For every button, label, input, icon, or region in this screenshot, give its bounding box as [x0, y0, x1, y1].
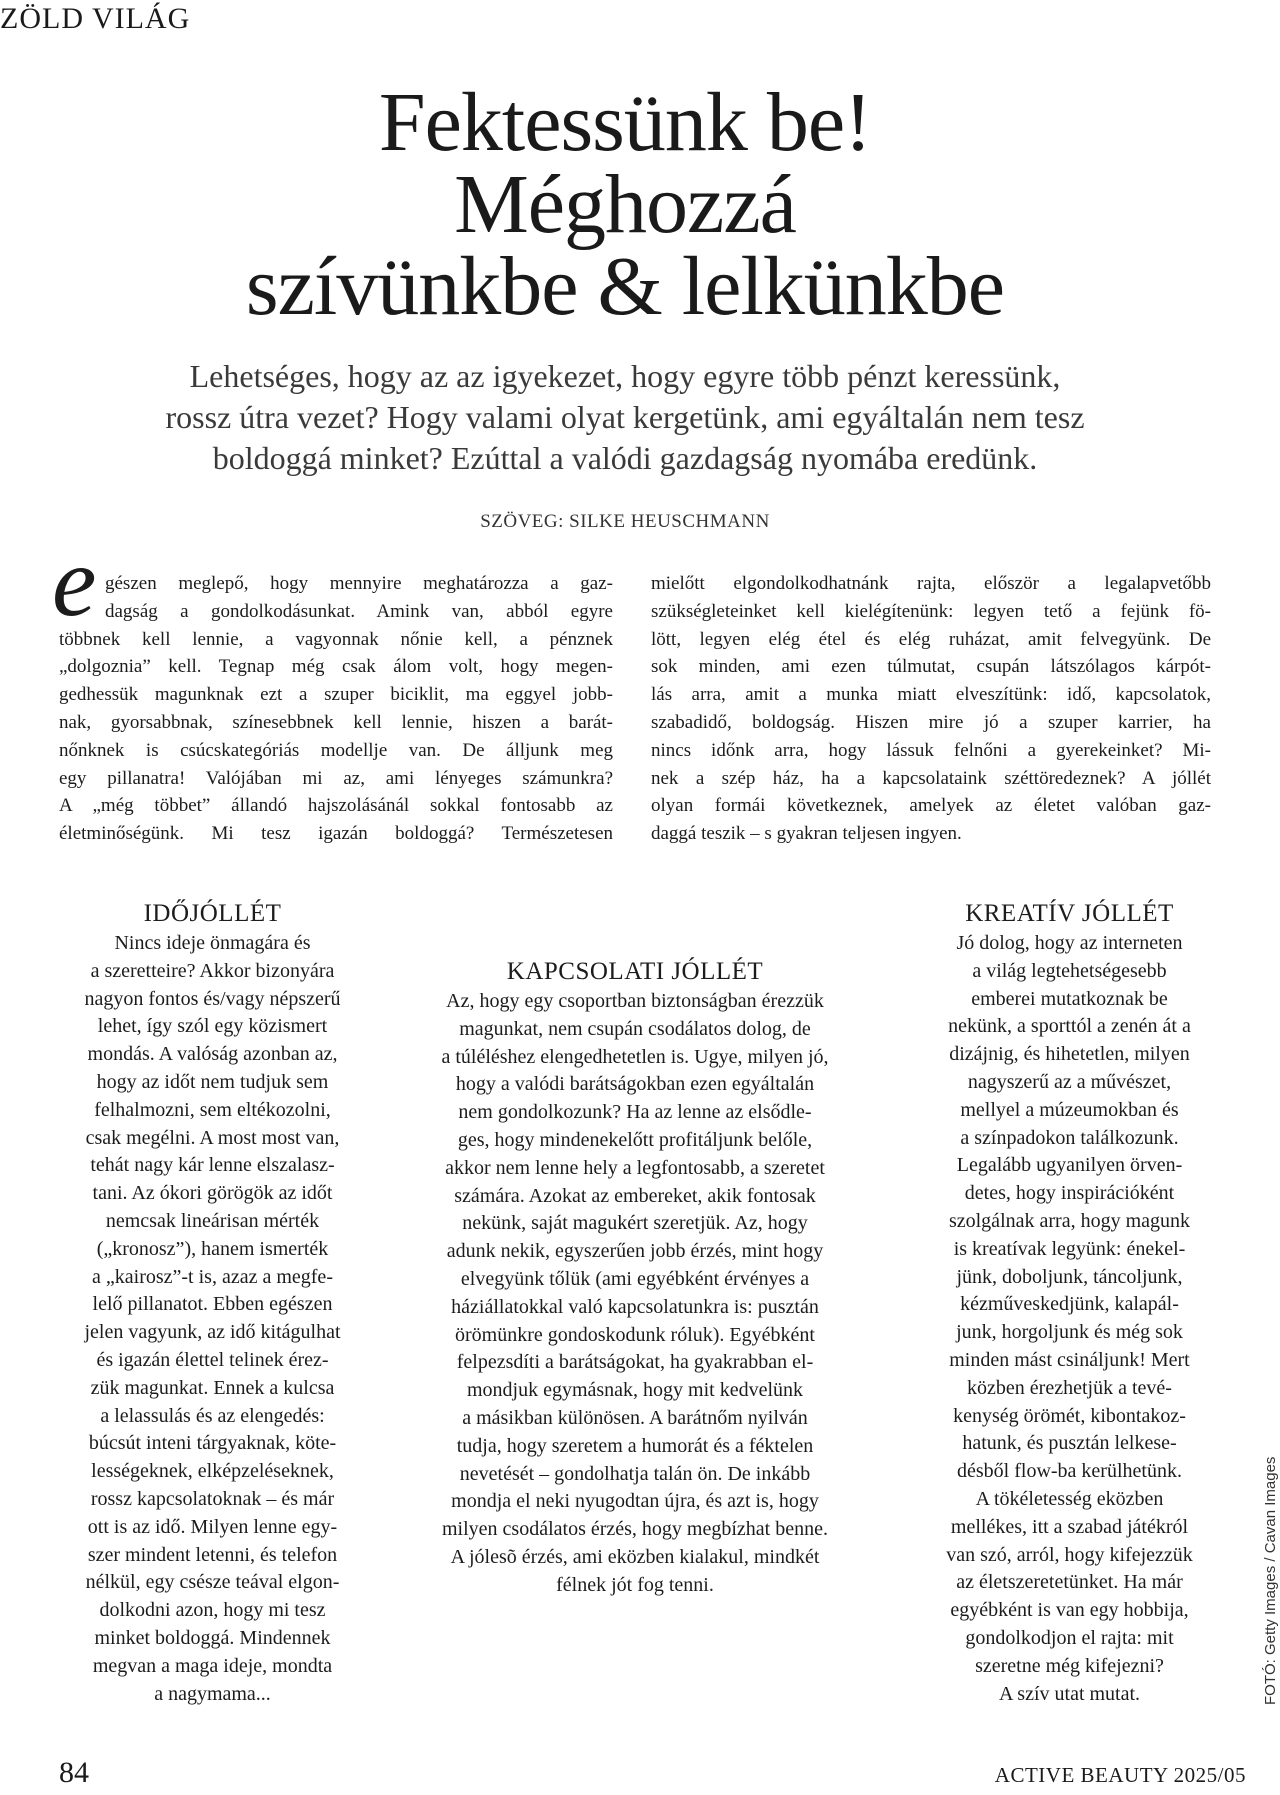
column-line: Legalább ugyanilyen örven-: [956, 1154, 1183, 1177]
intro-line: olyan formái következnek, amelyek az életet valóban gaz-: [651, 795, 1211, 817]
column-line: egyébként is van egy hobbija,: [950, 1599, 1189, 1622]
column-line: van szó, arról, hogy kifejezzük: [946, 1543, 1193, 1566]
column-line: csak megélni. A most most van,: [85, 1126, 340, 1149]
intro-line: daggá teszik – s gyakran teljesen ingyen.: [651, 823, 962, 845]
column-line: jelen vagyunk, az idő kitágulhat: [84, 1321, 341, 1344]
column-line: felpezsdíti a barátságokat, ha gyakrabban el-: [456, 1351, 814, 1374]
column-line: Nincs ideje önmagára és: [114, 932, 311, 954]
column-line: Jó dolog, hogy az interneten: [956, 932, 1183, 954]
column-line: tehát nagy kár lenne elszalasz-: [90, 1154, 335, 1177]
column-line: mondás. A valóság azonban az,: [87, 1043, 338, 1066]
article-title: [0, 76, 1250, 333]
column-line: mellyel a múzeumokban és: [960, 1098, 1179, 1121]
lead-line: Lehetséges, hogy az az igyekezet, hogy egyre több pénzt keressünk,: [189, 358, 1061, 394]
magazine-issue: ACTIVE BEAUTY 2025/05: [994, 1763, 1246, 1787]
title-line: Fektessünk be!: [378, 76, 872, 169]
column-line: a lelassulás és az elengedés:: [100, 1404, 325, 1427]
column-line: a túléléshez elengedhetetlen is. Ugye, milyen jó,: [441, 1045, 829, 1068]
page-number: 84: [59, 1756, 89, 1789]
intro-line: nőnknek is csúcskategóriás modellje van. De álljunk meg: [59, 739, 613, 761]
intro-line: sok minden, ami ezen túlmutat, csupán látszólagos kárpót-: [651, 656, 1211, 678]
intro-line: szükségleteinket kell kielégítenünk: legyen tető a fejünk fö-: [651, 600, 1211, 622]
title-line: Méghozzá: [454, 158, 796, 251]
title-line: szívünkbe & lelkünkbe: [245, 240, 1005, 333]
intro-line: lás arra, amit a munka miatt elveszítünk: idő, kapcsolatok,: [651, 684, 1211, 706]
intro-line: szabadidő, boldogság. Hiszen mire jó a szuper karrier, ha: [651, 711, 1211, 733]
intro-line: nak, gyorsabbnak, színesebbnek kell lennie, hiszen a barát-: [59, 711, 613, 733]
column-line: elvegyünk tőlük (ami egyébként érvényes a: [460, 1267, 810, 1290]
column-line: jünk, doboljunk, táncoljunk,: [956, 1265, 1183, 1288]
column-line: dizájnig, és hihetetlen, milyen: [949, 1043, 1190, 1066]
intro-line: nincs időnk arra, hogy lássuk felnőni a gyerekeinket? Mi-: [651, 739, 1211, 761]
column-line: a „kairosz”-t is, azaz a megfe-: [92, 1265, 333, 1288]
column-line: búcsút inteni tárgyaknak, köte-: [88, 1432, 337, 1455]
column-line: és igazán élettel telinek érez-: [96, 1348, 329, 1371]
column-line: szer mindent letenni, és telefon: [87, 1543, 338, 1566]
column-line: tudja, hogy szeretem a humorát és a féktelen: [456, 1434, 814, 1457]
column-line: dolkodni azon, hogy mi tesz: [99, 1599, 326, 1622]
column-line: mondja el neki nyugodtan újra, és azt is, hogy: [451, 1490, 819, 1513]
lead-paragraph: [60, 356, 1190, 479]
intro-line: mielőtt elgondolkodhatnánk rajta, először a legalapvetőbb: [651, 573, 1211, 594]
column-line: a nagymama...: [154, 1682, 271, 1705]
column-line: minden mást csináljunk! Mert: [949, 1348, 1190, 1371]
column-line: mondjuk egymásnak, hogy mit kedvelünk: [466, 1379, 804, 1402]
column-line: („kronosz”), hanem ismerték: [96, 1237, 329, 1260]
photo-credit: FOTÓ: Getty Images / Cavan Images: [1262, 1456, 1279, 1705]
column-line: tani. Az ókori görögök az időt: [92, 1182, 333, 1205]
column-line: adunk nekik, egyszerűen jobb érzés, mint hogy: [446, 1240, 824, 1263]
column-line: gondolkodjon el rajta: mit: [965, 1626, 1174, 1649]
column-line: lehet, így szól egy közismert: [97, 1015, 328, 1038]
column-line: közben érezhetjük a tevé-: [967, 1376, 1172, 1399]
column-line: lelő pillanatot. Ebben egészen: [92, 1293, 333, 1316]
column-line: hatunk, és pusztán lelkese-: [962, 1432, 1177, 1455]
column-line: Az, hogy egy csoportban biztonságban érezzük: [446, 990, 824, 1012]
intro-right-column: [651, 570, 1211, 848]
column-idojollet: [55, 898, 370, 1708]
intro-line: dagság a gondolkodásunkat. Amink van, abból egyre: [105, 600, 613, 622]
column-heading: KAPCSOLATI JÓLLÉT: [506, 958, 764, 985]
intro-line: gészen meglepő, hogy mennyire meghatározza a gaz-: [105, 573, 613, 594]
column-line: szolgálnak arra, hogy magunk: [948, 1209, 1191, 1232]
section-tag: ZÖLD VILÁG: [0, 2, 191, 35]
column-line: A szív utat mutat.: [998, 1682, 1141, 1705]
column-line: kézműveskedjünk, kalapál-: [960, 1293, 1179, 1316]
column-line: megvan a maga ideje, mondta: [92, 1654, 333, 1677]
column-line: minket boldoggá. Mindennek: [94, 1626, 331, 1649]
drop-cap: e: [52, 526, 97, 637]
column-line: nem gondolkozunk? Ha az lenne az elsődle-: [458, 1101, 812, 1124]
column-line: zük magunkat. Ennek a kulcsa: [90, 1376, 335, 1399]
column-line: rossz kapcsolatoknak – és már: [90, 1487, 335, 1510]
column-line: félnek jót fog tenni.: [556, 1573, 714, 1596]
column-line: lességeknek, elképzeléseknek,: [91, 1460, 334, 1483]
column-line: is kreatívak legyünk: énekel-: [953, 1237, 1186, 1260]
column-line: milyen csodálatos érzés, hogy megbízhat benne.: [442, 1518, 828, 1541]
column-line: nagyszerű az a művészet,: [967, 1070, 1172, 1093]
column-line: akkor nem lenne hely a legfontosabb, a szeretet: [445, 1156, 825, 1179]
column-line: a színpadokon találkozunk.: [960, 1126, 1179, 1149]
intro-line: egy pillanatra! Valójában mi az, ami lényeges számunkra?: [59, 767, 613, 789]
column-line: kenység örömét, kibontakoz-: [953, 1404, 1186, 1427]
column-line: nemcsak lineárisan mérték: [105, 1209, 320, 1232]
column-line: számára. Azokat az embereket, akik fontosak: [454, 1184, 816, 1207]
column-line: örömünkre gondoskodunk róluk). Egyébként: [455, 1323, 815, 1346]
intro-line: „dolgoznia” kell. Tegnap még csak álom volt, hogy megen-: [59, 656, 613, 678]
column-line: nagyon fontos és/vagy népszerű: [84, 987, 341, 1010]
column-line: szeretne még kifejezni?: [975, 1654, 1164, 1677]
intro-left-column: [59, 570, 613, 848]
intro-line: A „még többet” állandó hajszolásánál sokkal fontosabb az: [59, 795, 613, 817]
column-line: felhalmozni, sem eltékozolni,: [94, 1098, 331, 1121]
lead-line: boldoggá minket? Ezúttal a valódi gazdagság nyomába eredünk.: [212, 440, 1038, 476]
column-line: nekünk, saját magukért szeretjük. Az, hogy: [462, 1212, 808, 1235]
column-line: hogy a valódi barátságokban ezen egyáltalán: [455, 1073, 815, 1096]
column-line: ges, hogy mindenekelőtt profitáljunk belőle,: [457, 1128, 813, 1151]
column-line: a világ legtehetségesebb: [972, 959, 1167, 982]
column-line: hogy az időt nem tudjuk sem: [96, 1070, 329, 1093]
column-line: A jólesõ érzés, ami eközben kialakul, mindkét: [450, 1545, 820, 1568]
column-line: az életszeretetünket. Ha már: [956, 1571, 1183, 1594]
column-heading: IDŐJÓLLÉT: [143, 900, 282, 927]
column-line: háziállatokkal való kapcsolatunkra is: pusztán: [451, 1295, 819, 1318]
column-line: nekünk, a sporttól a zenén át a: [948, 1015, 1191, 1038]
intro-line: gedhessük magunknak ezt a szuper biciklit, ma eggyel jobb-: [59, 684, 613, 706]
column-line: a másikban különösen. A barátnőm nyilván: [462, 1406, 808, 1429]
column-line: désből flow-ba kerülhetünk.: [957, 1460, 1182, 1483]
column-line: mellékes, itt a szabad játékról: [950, 1515, 1189, 1538]
intro-line: életminőségünk. Mi tesz igazán boldoggá? Természetesen: [59, 823, 613, 845]
column-line: nélkül, egy csésze teával elgon-: [85, 1571, 340, 1594]
intro-line: lött, legyen elég étel és elég ruházat, amit felvegyünk. De: [651, 628, 1211, 650]
byline: SZÖVEG: SILKE HEUSCHMANN: [480, 511, 770, 532]
column-line: A tökéletesség eközben: [975, 1487, 1164, 1510]
column-line: emberei mutatkoznak be: [971, 987, 1168, 1010]
column-line: junk, horgoljunk és még sok: [956, 1321, 1183, 1344]
intro-line: többnek kell lennie, a vagyonnak nőnie kell, a pénznek: [59, 628, 613, 650]
lead-line: rossz útra vezet? Hogy valami olyat kergetünk, ami egyáltalán nem tesz: [165, 399, 1085, 435]
column-kapcsolati-jollet: [395, 956, 875, 1600]
column-kreativ-jollet: [903, 898, 1236, 1708]
intro-line: nek a szép ház, ha a kapcsolataink széttöredeznek? A jóllét: [651, 767, 1211, 789]
column-line: nevetését – gondolhatja talán ön. De inkább: [459, 1462, 811, 1485]
column-line: detes, hogy inspirációként: [964, 1182, 1175, 1205]
column-line: ott is az idő. Milyen lenne egy-: [87, 1515, 338, 1538]
column-heading: KREATÍV JÓLLÉT: [965, 900, 1174, 927]
column-line: magunkat, nem csupán csodálatos dolog, de: [459, 1017, 811, 1040]
column-line: a szeretteire? Akkor bizonyára: [90, 959, 335, 982]
